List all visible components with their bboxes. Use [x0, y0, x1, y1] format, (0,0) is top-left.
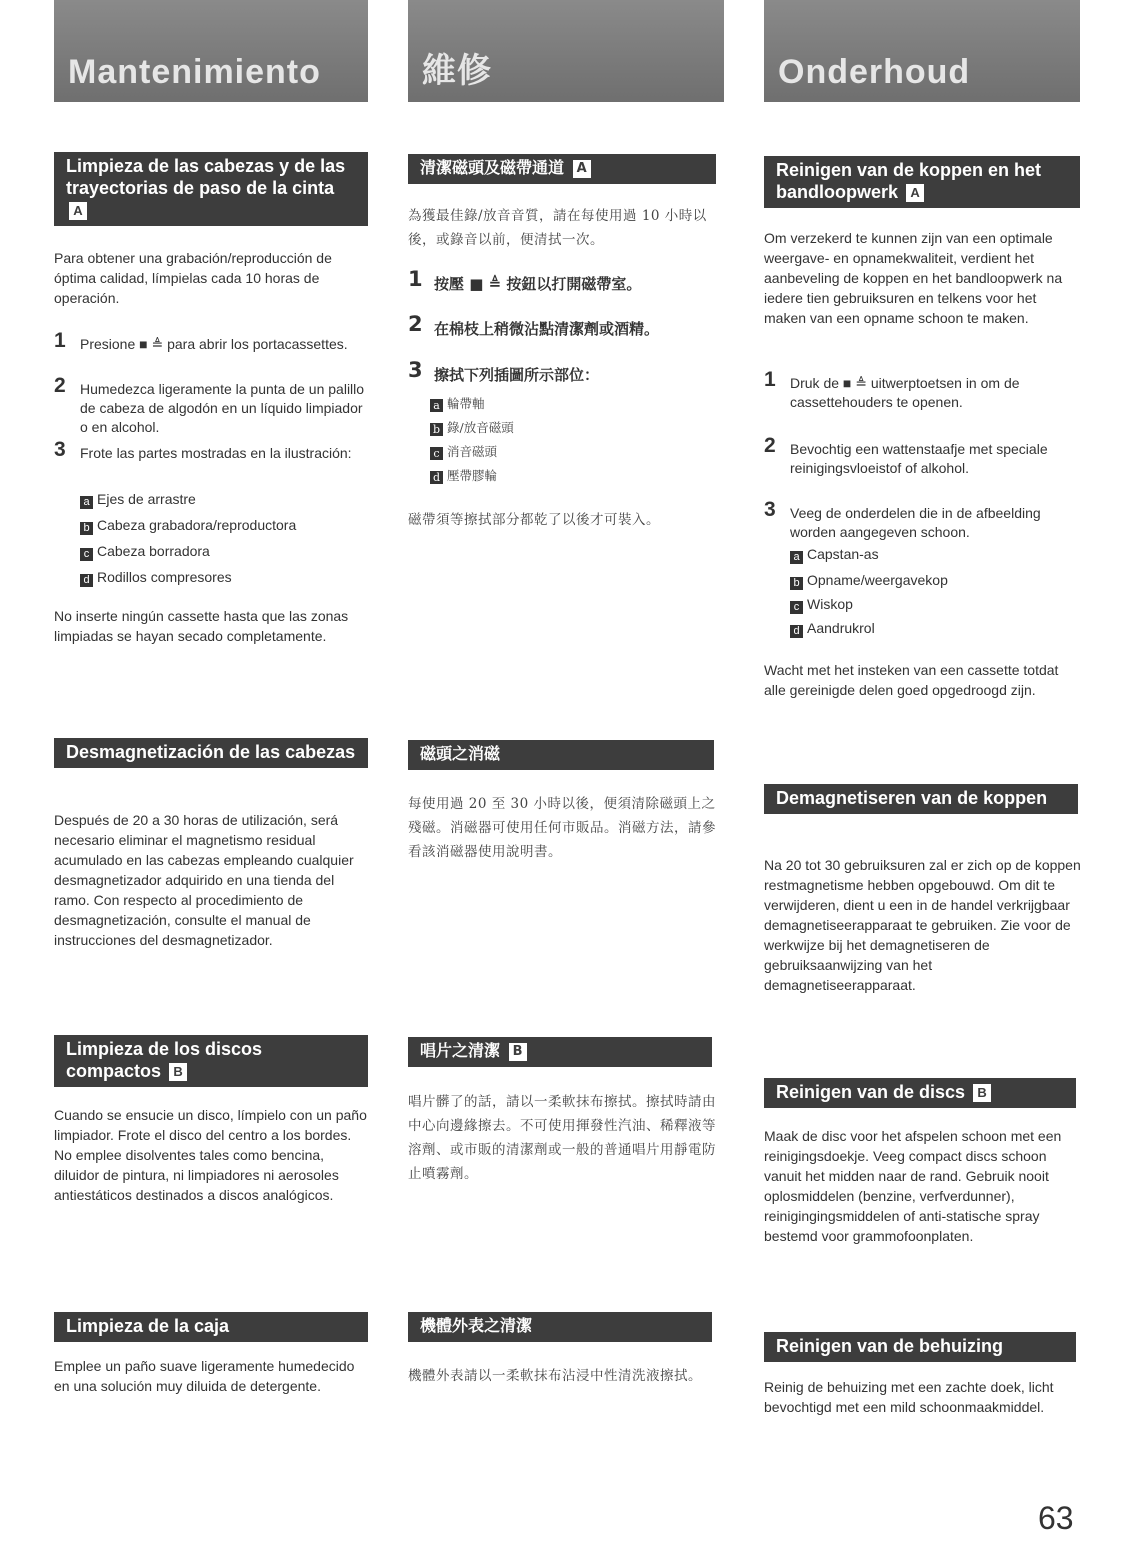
item-label: Ejes de arrastre	[97, 491, 196, 507]
section-banner	[54, 0, 368, 102]
section-heading-demagnetize	[54, 738, 368, 768]
item-label: Aandrukrol	[807, 620, 875, 636]
page-number: 63	[1038, 1500, 1074, 1536]
step-number: 2	[54, 374, 66, 397]
section-heading-demagnetize	[408, 740, 714, 770]
list-item	[790, 570, 948, 590]
list-item	[430, 418, 514, 438]
banner-title: Mantenimiento	[68, 53, 321, 91]
column-dutch	[764, 0, 1082, 1565]
step-text: Bevochtig een wattenstaafje met speciale reinigingsvloeistof of alkohol.	[790, 441, 1048, 476]
heading-text: Limpieza de los discos compactos	[66, 1039, 263, 1081]
paragraph-demagnetize: Na 20 tot 30 gebruiksuren zal er zich op de koppen restmagnetisme hebben opgebouwd. Om dit te verwijderen, dient u een in de handel verkrijgbaar demagnetiseerapparaat te gebruiken. Zie voor de werkwijze bij het demagnetiseren de gebruiksaanwijzing van het demagnetiseerapparaat.	[764, 857, 1081, 993]
section-heading-cabinet-cleaning	[764, 1332, 1076, 1362]
list-item	[80, 489, 196, 509]
step-number: 1	[54, 329, 66, 352]
heading-text: Limpieza de las cabezas y de las trayectorias de paso de la cinta	[66, 156, 346, 198]
paragraph-intro: Om verzekerd te kunnen zijn van een optimale weergave- en opnamekwaliteit, verdient het aanbeveling de koppen en het bandloopwerk na iedere tien gebruiksuren en telkens voor het maken van een opname schoon te maken.	[764, 230, 1063, 326]
step-1	[54, 329, 370, 354]
step-text: Druk de ■ ≜ uitwerptoetsen in om de cassettehouders te openen.	[790, 375, 1020, 410]
item-badge: b	[80, 522, 93, 535]
item-badge: c	[430, 447, 443, 460]
banner-title: 維修	[422, 51, 492, 91]
heading-text: 唱片之清潔	[420, 1041, 501, 1060]
heading-text: 磁頭之消磁	[420, 744, 501, 763]
item-badge: d	[790, 625, 803, 638]
step-number: 3	[764, 498, 776, 521]
banner-title: Onderhoud	[778, 53, 971, 91]
paragraph-intro: 為獲最佳錄/放音音質，請在每使用過 10 小時以後，或錄音以前，便清拭一次。	[408, 208, 707, 248]
section-banner	[408, 0, 724, 102]
item-label: Cabeza borradora	[97, 543, 210, 559]
paragraph-demagnetize: 每使用過 20 至 30 小時以後，便須清除磁頭上之殘磁。消磁器可使用任何市販品。消磁方法，請參看該消磁器使用說明書。	[408, 796, 716, 860]
paragraph-cabinet-cleaning: 機體外表請以一柔軟抹布沾浸中性清洗液擦拭。	[408, 1368, 702, 1384]
item-badge: a	[430, 399, 443, 412]
step-text: 在棉枝上稍微沾點清潔劑或酒精。	[434, 320, 660, 338]
item-label: Opname/weergavekop	[807, 572, 948, 588]
step-text: Humedezca ligeramente la punta de un palillo de cabeza de algodón en un líquido limpiador o en alcohol.	[80, 381, 365, 435]
item-label: 輪帶軸	[447, 396, 485, 411]
heading-text: 清潔磁頭及磁帶通道	[420, 158, 565, 177]
item-label: Wiskop	[807, 596, 853, 612]
item-label: Cabeza grabadora/reproductora	[97, 517, 297, 533]
paragraph-note: 磁帶須等擦拭部分都乾了以後才可裝入。	[408, 512, 660, 528]
heading-text: 機體外表之清潔	[420, 1316, 533, 1335]
section-heading-disc-cleaning	[54, 1035, 368, 1087]
paragraph-cabinet-cleaning: Emplee un paño suave ligeramente humedecido en una solución muy diluida de detergente.	[54, 1358, 355, 1394]
list-item	[430, 394, 485, 414]
step-number: 2	[764, 434, 776, 457]
heading-text: Reinigen van de koppen en het bandloopwerk	[776, 160, 1042, 202]
section-heading-cabinet-cleaning	[54, 1312, 368, 1342]
section-heading-head-cleaning	[408, 154, 716, 184]
paragraph-disc-cleaning: 唱片髒了的話，請以一柔軟抹布擦拭。擦拭時請由中心向邊緣擦去。不可使用揮發性汽油、稀釋液等溶劑、或市販的清潔劑或一般的普通唱片用靜電防止噴霧劑。	[408, 1094, 716, 1182]
item-badge: d	[80, 574, 93, 587]
section-heading-demagnetize	[764, 784, 1078, 814]
figure-badge: B	[509, 1043, 527, 1061]
step-number: 3	[54, 438, 66, 461]
paragraph-note: Wacht met het insteken van een cassette totdat alle gereinigde delen goed opgedroogd zijn.	[764, 662, 1059, 698]
section-heading-head-cleaning	[54, 152, 368, 226]
section-heading-disc-cleaning	[764, 1078, 1076, 1108]
step-number: 1	[764, 368, 776, 391]
heading-text: Desmagnetización de las cabezas	[66, 742, 356, 762]
step-text: Presione ■ ≜ para abrir los portacassettes.	[80, 336, 348, 352]
list-item	[80, 515, 296, 535]
step-2	[408, 312, 726, 339]
step-2	[764, 434, 1082, 478]
paragraph-note: No inserte ningún cassette hasta que las zonas limpiadas se hayan secado completamente.	[54, 608, 349, 644]
item-label: 壓帶膠輪	[447, 468, 498, 483]
heading-text: Demagnetiseren van de koppen	[776, 788, 1048, 808]
heading-text: Limpieza de la caja	[66, 1316, 230, 1336]
item-badge: b	[430, 423, 443, 436]
item-label: 錄/放音磁頭	[447, 420, 514, 435]
figure-badge: B	[169, 1063, 187, 1081]
paragraph-intro: Para obtener una grabación/reproducción de óptima calidad, límpielas cada 10 horas de operación.	[54, 250, 332, 306]
item-badge: a	[790, 551, 803, 564]
paragraph-disc-cleaning: Cuando se ensucie un disco, límpielo con un paño limpiador. Frote el disco del centro a los bordes. No emplee disolventes tales como bencina, diluidor de pintura, ni limpiadores ni aerosoles antiestáticos destinados a discos analógicos.	[54, 1107, 367, 1203]
list-item	[790, 594, 853, 614]
list-item	[80, 541, 210, 561]
item-label: Rodillos compresores	[97, 569, 232, 585]
list-item	[790, 618, 875, 638]
step-3	[764, 498, 1082, 542]
heading-text: Reinigen van de discs	[776, 1082, 966, 1102]
heading-text: Reinigen van de behuizing	[776, 1336, 1004, 1356]
column-chinese	[408, 0, 726, 1565]
step-number: 1	[408, 267, 423, 291]
step-number: 2	[408, 312, 423, 336]
paragraph-disc-cleaning: Maak de disc voor het afspelen schoon met een reinigingsdoekje. Veeg compact discs schoon vanuit het midden naar de rand. Gebruik nooit oplosmiddelen (benzine, verfverdunner), reinigingingsmiddelen of anti-statische spray bestemd voor grammofoonplaten.	[764, 1128, 1062, 1244]
section-heading-cabinet-cleaning	[408, 1312, 712, 1342]
item-label: 消音磁頭	[447, 444, 498, 459]
paragraph-demagnetize: Después de 20 a 30 horas de utilización, será necesario eliminar el magnetismo residual acumulado en las cabezas empleando cualquier desmagnetizador adquirido en una tienda del ramo. Con respecto al procedimiento de desmagnetización, consulte el manual de instrucciones del desmagnetizador.	[54, 812, 354, 948]
step-text: 按壓 ■ ≜ 按鈕以打開磁帶室。	[434, 275, 642, 293]
step-text: Frote las partes mostradas en la ilustración:	[80, 445, 352, 461]
list-item	[430, 466, 497, 486]
figure-badge: A	[573, 160, 591, 178]
step-3	[408, 358, 726, 385]
section-banner	[764, 0, 1080, 102]
paragraph-cabinet-cleaning: Reinig de behuizing met een zachte doek, licht bevochtigd met een mild schoonmaakmiddel.	[764, 1379, 1054, 1415]
figure-badge: A	[69, 202, 87, 220]
step-2	[54, 374, 370, 437]
step-text: 擦拭下列插圖所示部位：	[434, 366, 600, 384]
item-label: Capstan-as	[807, 546, 879, 562]
step-1	[408, 267, 726, 294]
figure-badge: B	[973, 1084, 991, 1102]
column-spanish	[54, 0, 370, 1565]
step-number: 3	[408, 358, 423, 382]
figure-badge: A	[906, 184, 924, 202]
item-badge: c	[790, 601, 803, 614]
step-1	[764, 368, 1082, 412]
item-badge: a	[80, 496, 93, 509]
list-item	[80, 567, 232, 587]
section-heading-head-cleaning	[764, 156, 1080, 208]
item-badge: d	[430, 471, 443, 484]
step-text: Veeg de onderdelen die in de afbeelding worden aangegeven schoon.	[790, 505, 1041, 540]
item-badge: b	[790, 577, 803, 590]
item-badge: c	[80, 548, 93, 561]
list-item	[790, 544, 879, 564]
list-item	[430, 442, 497, 462]
step-3	[54, 438, 370, 463]
section-heading-disc-cleaning	[408, 1037, 712, 1067]
